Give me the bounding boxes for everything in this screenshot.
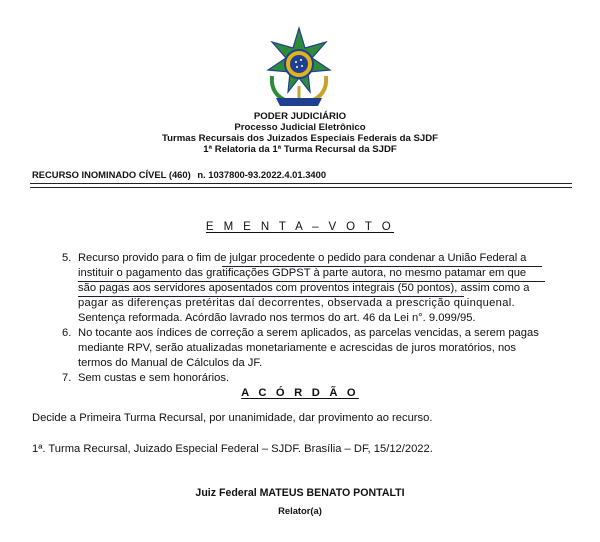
document-header — [0, 111, 600, 155]
highlight-underline — [78, 296, 464, 297]
divider — [30, 187, 572, 188]
case-identifier — [32, 169, 572, 180]
case-number: n. 1037800-93.2022.4.01.3400 — [197, 169, 327, 180]
highlight-underline — [222, 266, 542, 267]
item-number: 7. — [62, 372, 72, 384]
item-line: Sem custas e sem honorários. — [78, 372, 230, 384]
brazil-coat-of-arms-icon — [260, 26, 338, 108]
highlight-underline — [78, 281, 545, 282]
item-line: instituir o pagamento das gratificações GDPST à parte autora, no mesmo patamar em que — [78, 267, 527, 279]
item-number: 5. — [62, 252, 72, 264]
item-line: Recurso provido para o fim de julgar procedente o pedido para condenar a União Federal a — [78, 252, 527, 264]
item-line: mediante RPV, serão atualizadas monetariamente e acrescidas de juros moratórios, nos — [78, 342, 516, 354]
acordao-title: A C Ó R D Ã O — [241, 387, 359, 399]
place-date-text: 1ª. Turma Recursal, Juizado Especial Federal – SJDF. Brasília – DF, 15/12/2022. — [32, 443, 433, 455]
case-label: RECURSO INOMINADO CÍVEL (460) — [32, 169, 191, 180]
header-chamber: 1ª Relatoria da 1ª Turma Recursal da SJDF — [203, 144, 397, 155]
judge-name: Juiz Federal MATEUS BENATO PONTALTI — [195, 487, 405, 499]
item-line: Sentença reformada. Acórdão lavrado nos termos do art. 46 da Lei n°. 9.099/95. — [78, 312, 476, 324]
ementa-title: E M E N T A – V O T O — [205, 221, 395, 233]
header-process: Processo Judicial Eletrônico — [234, 122, 366, 133]
decision-text: Decide a Primeira Turma Recursal, por unanimidade, dar provimento ao recurso. — [32, 412, 433, 424]
item-number: 6. — [62, 327, 72, 339]
item-text — [78, 326, 539, 371]
item-line: pagar as diferenças pretéritas daí decorrentes, observada a prescrição quinquenal. — [78, 297, 515, 309]
item-text — [78, 251, 529, 326]
item-line: são pagas aos servidores aposentados com proventos integrais (50 pontos), assim como a — [78, 282, 530, 294]
judge-role: Relator(a) — [278, 505, 322, 516]
item-text — [78, 371, 229, 386]
divider — [30, 183, 572, 184]
item-line: termos do Manual de Cálculos da JF. — [78, 357, 263, 369]
item-line: No tocante aos índices de correção a serem aplicados, as parcelas vencidas, a serem pagas — [78, 327, 539, 339]
header-power: PODER JUDICIÁRIO — [253, 111, 347, 122]
header-court: Turmas Recursais dos Juizados Especiais Federais da SJDF — [161, 133, 439, 144]
